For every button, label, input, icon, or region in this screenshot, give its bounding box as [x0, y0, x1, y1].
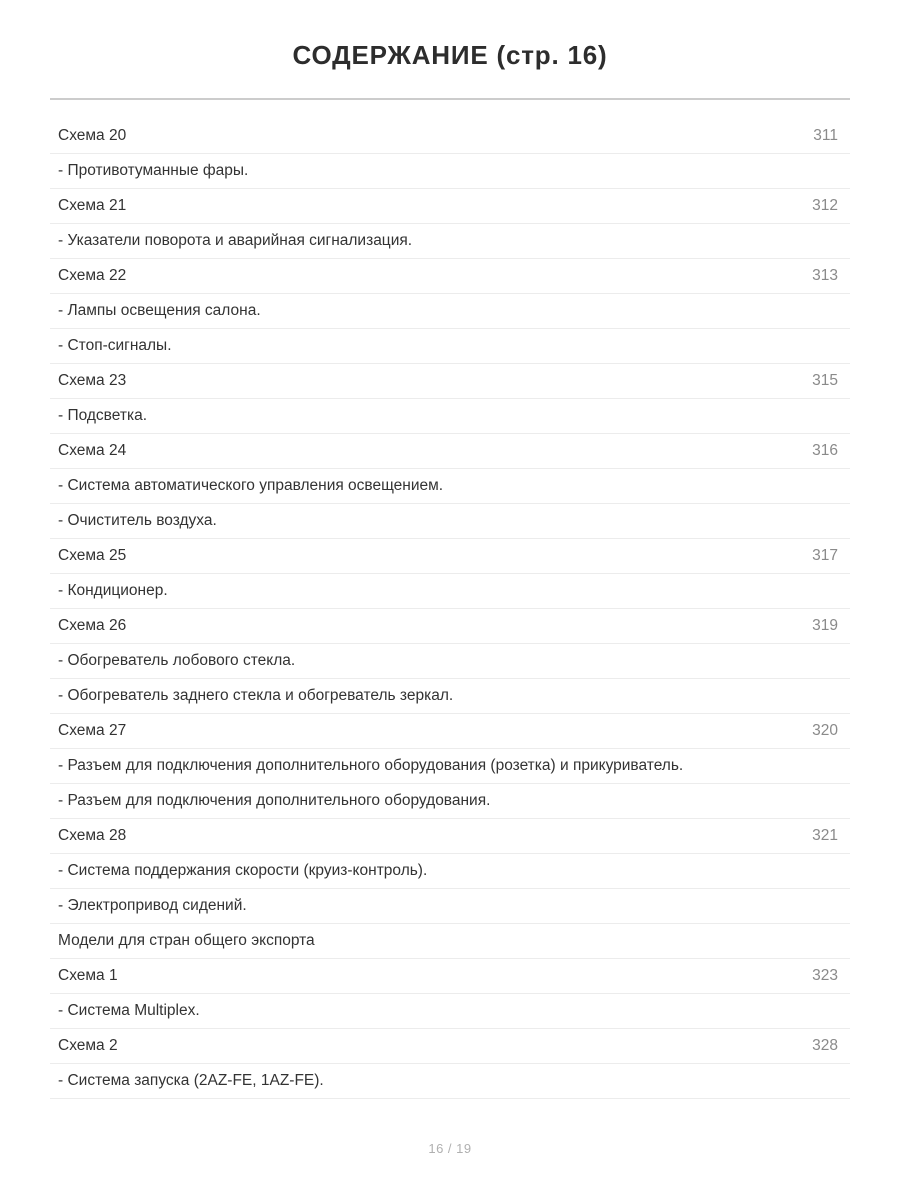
toc-entry-page-number	[728, 574, 850, 609]
page-footer: 16 / 19	[428, 1141, 472, 1156]
toc-entry-label: - Обогреватель заднего стекла и обогреватель зеркал.	[50, 679, 728, 714]
table-row[interactable]	[50, 609, 850, 644]
toc-entry-label: Схема 1	[50, 959, 728, 994]
toc-entry-label: - Система запуска (2AZ-FE, 1AZ-FE).	[50, 1064, 728, 1099]
toc-entry-page-number: 321	[728, 819, 850, 854]
table-row[interactable]	[50, 259, 850, 294]
toc-entry-label: - Противотуманные фары.	[50, 154, 728, 189]
toc-entry-label: Схема 28	[50, 819, 728, 854]
toc-body	[50, 119, 850, 1099]
table-row[interactable]	[50, 539, 850, 574]
toc-entry-page-number	[728, 889, 850, 924]
toc-entry-label: Модели для стран общего экспорта	[50, 924, 728, 959]
toc-entry-label: Схема 2	[50, 1029, 728, 1064]
toc-entry-page-number	[728, 504, 850, 539]
toc-entry-page-number	[728, 644, 850, 679]
toc-entry-label: - Разъем для подключения дополнительного оборудования (розетка) и прикуриватель.	[50, 749, 728, 784]
table-row[interactable]	[50, 399, 850, 434]
table-row[interactable]	[50, 294, 850, 329]
toc-entry-label: Схема 24	[50, 434, 728, 469]
table-row[interactable]	[50, 154, 850, 189]
table-row[interactable]	[50, 889, 850, 924]
toc-entry-page-number: 323	[728, 959, 850, 994]
table-row[interactable]	[50, 959, 850, 994]
toc-entry-label: - Система Multiplex.	[50, 994, 728, 1029]
toc-entry-label: - Кондиционер.	[50, 574, 728, 609]
toc-entry-page-number	[728, 1064, 850, 1099]
toc-entry-label: - Лампы освещения салона.	[50, 294, 728, 329]
toc-entry-page-number: 316	[728, 434, 850, 469]
table-row[interactable]	[50, 329, 850, 364]
title-divider	[50, 98, 850, 100]
toc-entry-page-number: 312	[728, 189, 850, 224]
toc-entry-page-number: 313	[728, 259, 850, 294]
table-row[interactable]	[50, 644, 850, 679]
toc-entry-page-number: 317	[728, 539, 850, 574]
table-row[interactable]	[50, 994, 850, 1029]
page-title: СОДЕРЖАНИЕ (стр. 16)	[292, 40, 608, 70]
table-row[interactable]	[50, 1064, 850, 1099]
table-row[interactable]	[50, 504, 850, 539]
toc-entry-label: - Стоп-сигналы.	[50, 329, 728, 364]
toc-entry-page-number	[728, 154, 850, 189]
table-row[interactable]	[50, 1029, 850, 1064]
table-of-contents	[50, 119, 850, 1099]
table-row[interactable]	[50, 924, 850, 959]
toc-entry-label: Схема 21	[50, 189, 728, 224]
toc-entry-page-number: 319	[728, 609, 850, 644]
toc-entry-page-number: 315	[728, 364, 850, 399]
toc-entry-label: Схема 27	[50, 714, 728, 749]
table-row[interactable]	[50, 714, 850, 749]
toc-entry-label: - Очиститель воздуха.	[50, 504, 728, 539]
toc-entry-page-number: 311	[728, 119, 850, 154]
table-row[interactable]	[50, 189, 850, 224]
toc-entry-label: Схема 22	[50, 259, 728, 294]
table-row[interactable]	[50, 434, 850, 469]
toc-entry-page-number: 320	[728, 714, 850, 749]
toc-entry-label: - Система поддержания скорости (круиз-контроль).	[50, 854, 728, 889]
toc-entry-page-number	[728, 224, 850, 259]
toc-entry-page-number	[728, 924, 850, 959]
toc-entry-page-number	[728, 399, 850, 434]
table-row[interactable]	[50, 819, 850, 854]
toc-entry-page-number	[728, 679, 850, 714]
toc-entry-page-number	[728, 294, 850, 329]
toc-entry-label: - Обогреватель лобового стекла.	[50, 644, 728, 679]
toc-entry-label: Схема 26	[50, 609, 728, 644]
toc-entry-page-number	[728, 469, 850, 504]
table-row[interactable]	[50, 854, 850, 889]
table-row[interactable]	[50, 224, 850, 259]
toc-entry-label: - Система автоматического управления освещением.	[50, 469, 728, 504]
toc-entry-page-number: 328	[728, 1029, 850, 1064]
table-row[interactable]	[50, 119, 850, 154]
toc-entry-page-number	[728, 994, 850, 1029]
table-row[interactable]	[50, 469, 850, 504]
toc-entry-label: Схема 23	[50, 364, 728, 399]
toc-entry-page-number	[728, 784, 850, 819]
toc-entry-label: Схема 25	[50, 539, 728, 574]
table-row[interactable]	[50, 784, 850, 819]
toc-entry-page-number	[728, 329, 850, 364]
toc-entry-label: - Указатели поворота и аварийная сигнализация.	[50, 224, 728, 259]
toc-entry-label: Схема 20	[50, 119, 728, 154]
table-row[interactable]	[50, 749, 850, 784]
table-row[interactable]	[50, 364, 850, 399]
toc-entry-label: - Подсветка.	[50, 399, 728, 434]
toc-entry-label: - Разъем для подключения дополнительного оборудования.	[50, 784, 728, 819]
table-row[interactable]	[50, 679, 850, 714]
toc-entry-page-number	[728, 854, 850, 889]
toc-entry-label: - Электропривод сидений.	[50, 889, 728, 924]
toc-entry-page-number	[728, 749, 850, 784]
table-row[interactable]	[50, 574, 850, 609]
